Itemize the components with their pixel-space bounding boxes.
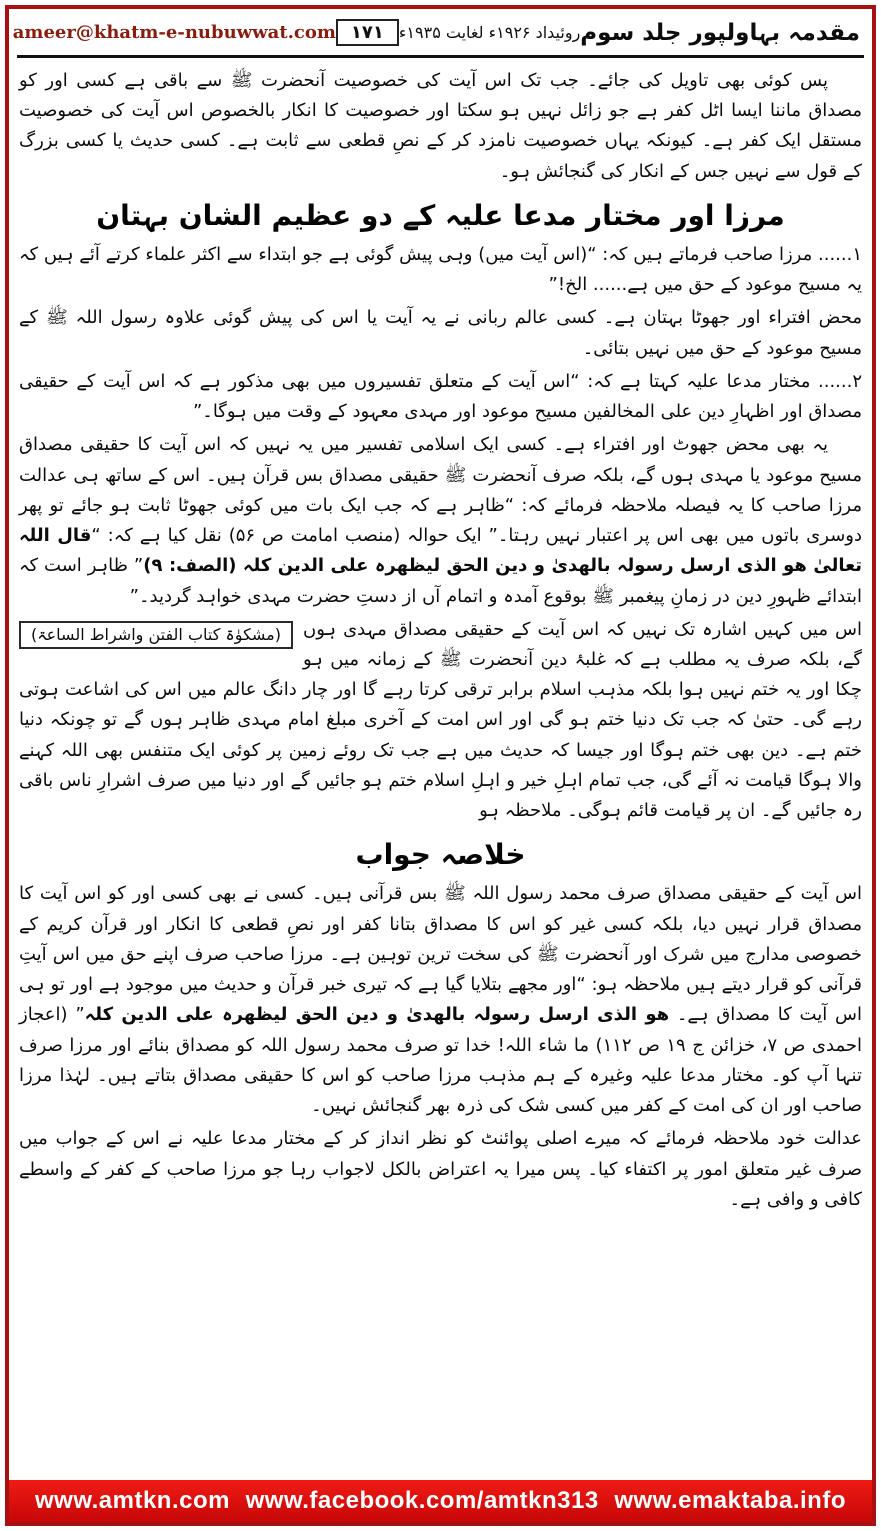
book-title: مقدمہ بہاولپور جلد سوم [580,19,860,46]
body-paragraph [19,367,862,427]
paragraph-text: ۱...... مرزا صاحب فرماتے ہیں کہ: “(اس آیت میں) وہی پیش گوئی ہے جو ابتداء سے اکثر علماء کرتے آئے ہیں کہ یہ مسیح موعود کے حق میں ہے...... الخ!” [19,243,862,296]
body-paragraph [19,615,862,827]
body-paragraph [19,430,862,611]
quoted-arabic-text: قال اللہ تعالیٰ ھو الذی ارسل رسولہ بالھدیٰ و دین الحق لیظھرہ علی الدین کلہ (الصف: ۹) [19,525,863,577]
paragraph-text: اس میں کہیں اشارہ تک نہیں کہ اس آیت کے حقیقی مصداق مہدی ہوں گے، بلکہ صرف یہ مطلب ہے کہ غلبۂ دین آنحضرت ﷺ کے زمانہ میں ہو چکا اور یہ ختم نہیں ہوا بلکہ مذہب اسلام برابر ترقی کرتا رہے گا اور چار دانگ عالم میں اس کی اشاعت ہوتی رہے گی۔ حتیٰ کہ جب تک دنیا ختم ہو گی اور اس امت کے آخری مبلغ امام مہدی ظاہر ہوں گے تو چونکہ دنیا ختم ہے۔ دین بھی ختم ہوگا اور جیسا کہ حدیث میں ہے جب تک روئے زمین پر کوئی ایک متنفس بھی اللہ کہنے والا ہوگا قیامت نہ آئے گی، جب تمام اہلِ خیر و اہلِ اسلام ختم ہو جائیں گے اور دنیا میں صرف اشرارِ ناس باقی رہ جائیں گے۔ ان پر قیامت قائم ہوگی۔ ملاحظہ ہو [19,618,862,822]
paragraph-text: یہ بھی محض جھوٹ اور افتراء ہے۔ کسی ایک اسلامی تفسیر میں یہ نہیں کہ اس آیت کا حقیقی مصداق مسیح موعود یا مہدی ہوں گے، بلکہ صرف آنحضرت ﷺ حقیقی مصداق بس قرآن ہیں۔ اس کے ساتھ ہی عدالت مرزا صاحب کا یہ فیصلہ ملاحظہ فرمائے کہ: “ظاہر ہے کہ جب ایک بات میں کوئی جھوٹا ثابت ہو جائے تو پھر دوسری باتوں میں بھی اس پر اعتبار نہیں رہتا۔” ایک حوالہ (منصب امامت ص ۵۶) نقل کیا ہے کہ: “ [19,434,862,547]
boxed-citation: (مشکوٰۃ کتاب الفتن واشراط الساعۃ) [19,621,293,649]
header-email: ameer@khatm-e-nubuwwat.com [12,22,336,43]
body-paragraph [19,1124,862,1215]
paragraph-text: محض افتراء اور جھوٹا بہتان ہے۔ کسی عالم ربانی نے یہ آیت یا اس کی پیش گوئی علاوہ رسول اللہ ﷺ کے مسیح موعود کے حق میں نہیں بتائی۔ [19,307,862,359]
footer-banner [9,1480,872,1522]
body-paragraph [19,66,862,187]
body-paragraph [19,303,862,363]
paragraph-text: ” ظاہر است کہ ابتدائے ظہورِ دین در زمانِ پیغمبر ﷺ بوقوع آمدہ و اتمام آں از دستِ حضرت مہدی خواہد گردید۔” [19,555,862,607]
paragraph-text: اس آیت کے حقیقی مصداق صرف محمد رسول اللہ ﷺ بس قرآنی ہیں۔ کسی نے بھی کسی اور کو اس آیت کا مصداق قرار نہیں دیا، بلکہ کسی غیر کو اس کا مصداق بتانا کفر اور نصِ قطعی کا انکار اور قرآن کریم کے خصوصی مدارج میں شرک اور آنحضرت ﷺ کی سخت ترین توہین ہے۔ مرزا صاحب صرف اپنے حق میں اس آیتِ قرآنی کو قرار دیتے ہیں ملاحظہ ہو: “اور مجھے بتلایا گیا ہے کہ تیری خبر قرآن و حدیث میں موجود ہے اور تو ہی اس آیت کا مصداق ہے۔ [19,883,862,1026]
paragraph-text: مرزا اور مختار مدعا علیہ کے دو عظیم الشان بہتان [96,198,785,232]
paragraph-text: ” (اعجاز احمدی ص ۷، خزائن ج ۱۹ ص ۱۱۲) ما شاء اللہ! خدا تو صرف محمد رسول اللہ کو مصداق بنائے اور مرزا صرف تنہا آپ کو۔ مختار مدعا علیہ وغیرہ کے ہم مذہب مرزا صاحب کو اس کا حقیقی مصداق بتاتے ہیں۔ لہٰذا مرزا صاحب اور ان کی امت کے کفر میں کسی شک کی ذرہ بھر گنجائش نہیں۔ [19,1004,862,1117]
header-date-line: روئیداد ۱۹۲۶ء لغایت ۱۹۳۵ء [398,23,581,42]
body-paragraph [19,879,862,1121]
page-number: ۱۷۱ [350,22,384,43]
footer-link: www.amtkn.com [35,1487,230,1514]
paragraph-text: ۲...... مختار مدعا علیہ کہتا ہے کہ: “اس آیت کے متعلق تفسیروں میں بھی مذکور ہے کہ اس آیت کے حقیقی مصداق اور اظہارِ دین علی المخالفین مسیح موعود اور مہدی معہود کے وقت میں ہوگا۔” [19,370,862,423]
body-blocks [17,58,864,1215]
paragraph-text: پس کوئی بھی تاویل کی جائے۔ جب تک اس آیت کی خصوصیت آنحضرت ﷺ سے باقی ہے کسی اور کو مصداق ماننا ایسا اٹل کفر ہے جو زائل نہیں ہو سکتا اور خصوصیت کا انکار بالخصوص اس آیت کی خصوصیت مستقل ایک کفر ہے۔ کیونکہ یہاں خصوصیت نامزد کر کے نصِ قطعی سے ثابت ہے۔ کسی حدیث یا کسی بزرگ کے قول سے نہیں جس کے انکار کی گنجائش ہو۔ [19,70,862,182]
paragraph-text: عدالت خود ملاحظہ فرمائے کہ میرے اصلی پوائنٹ کو نظر انداز کر کے مختار مدعا علیہ نے اس کے جواب میں صرف غیر متعلق امور پر اکتفاء کیا۔ پس میرا یہ اعتراض بالکل لاجواب رہا جو مرزا صاحب کے کفر کے واسطے کافی و وافی ہے۔ [19,1128,862,1210]
page-header [12,11,864,58]
page-number-box [336,19,399,46]
body-paragraph [19,240,862,300]
quoted-arabic-text: ھو الذی ارسل رسولہ بالھدیٰ و دین الحق لیظھرہ علی الدین کلہ [84,1004,670,1026]
footer-link: www.emaktaba.info [614,1487,846,1514]
section-heading [19,199,862,232]
page-content [9,9,872,1478]
section-heading [19,838,862,871]
paragraph-text: خلاصہ جواب [355,838,526,872]
footer-link: www.facebook.com/amtkn313 [245,1487,599,1514]
